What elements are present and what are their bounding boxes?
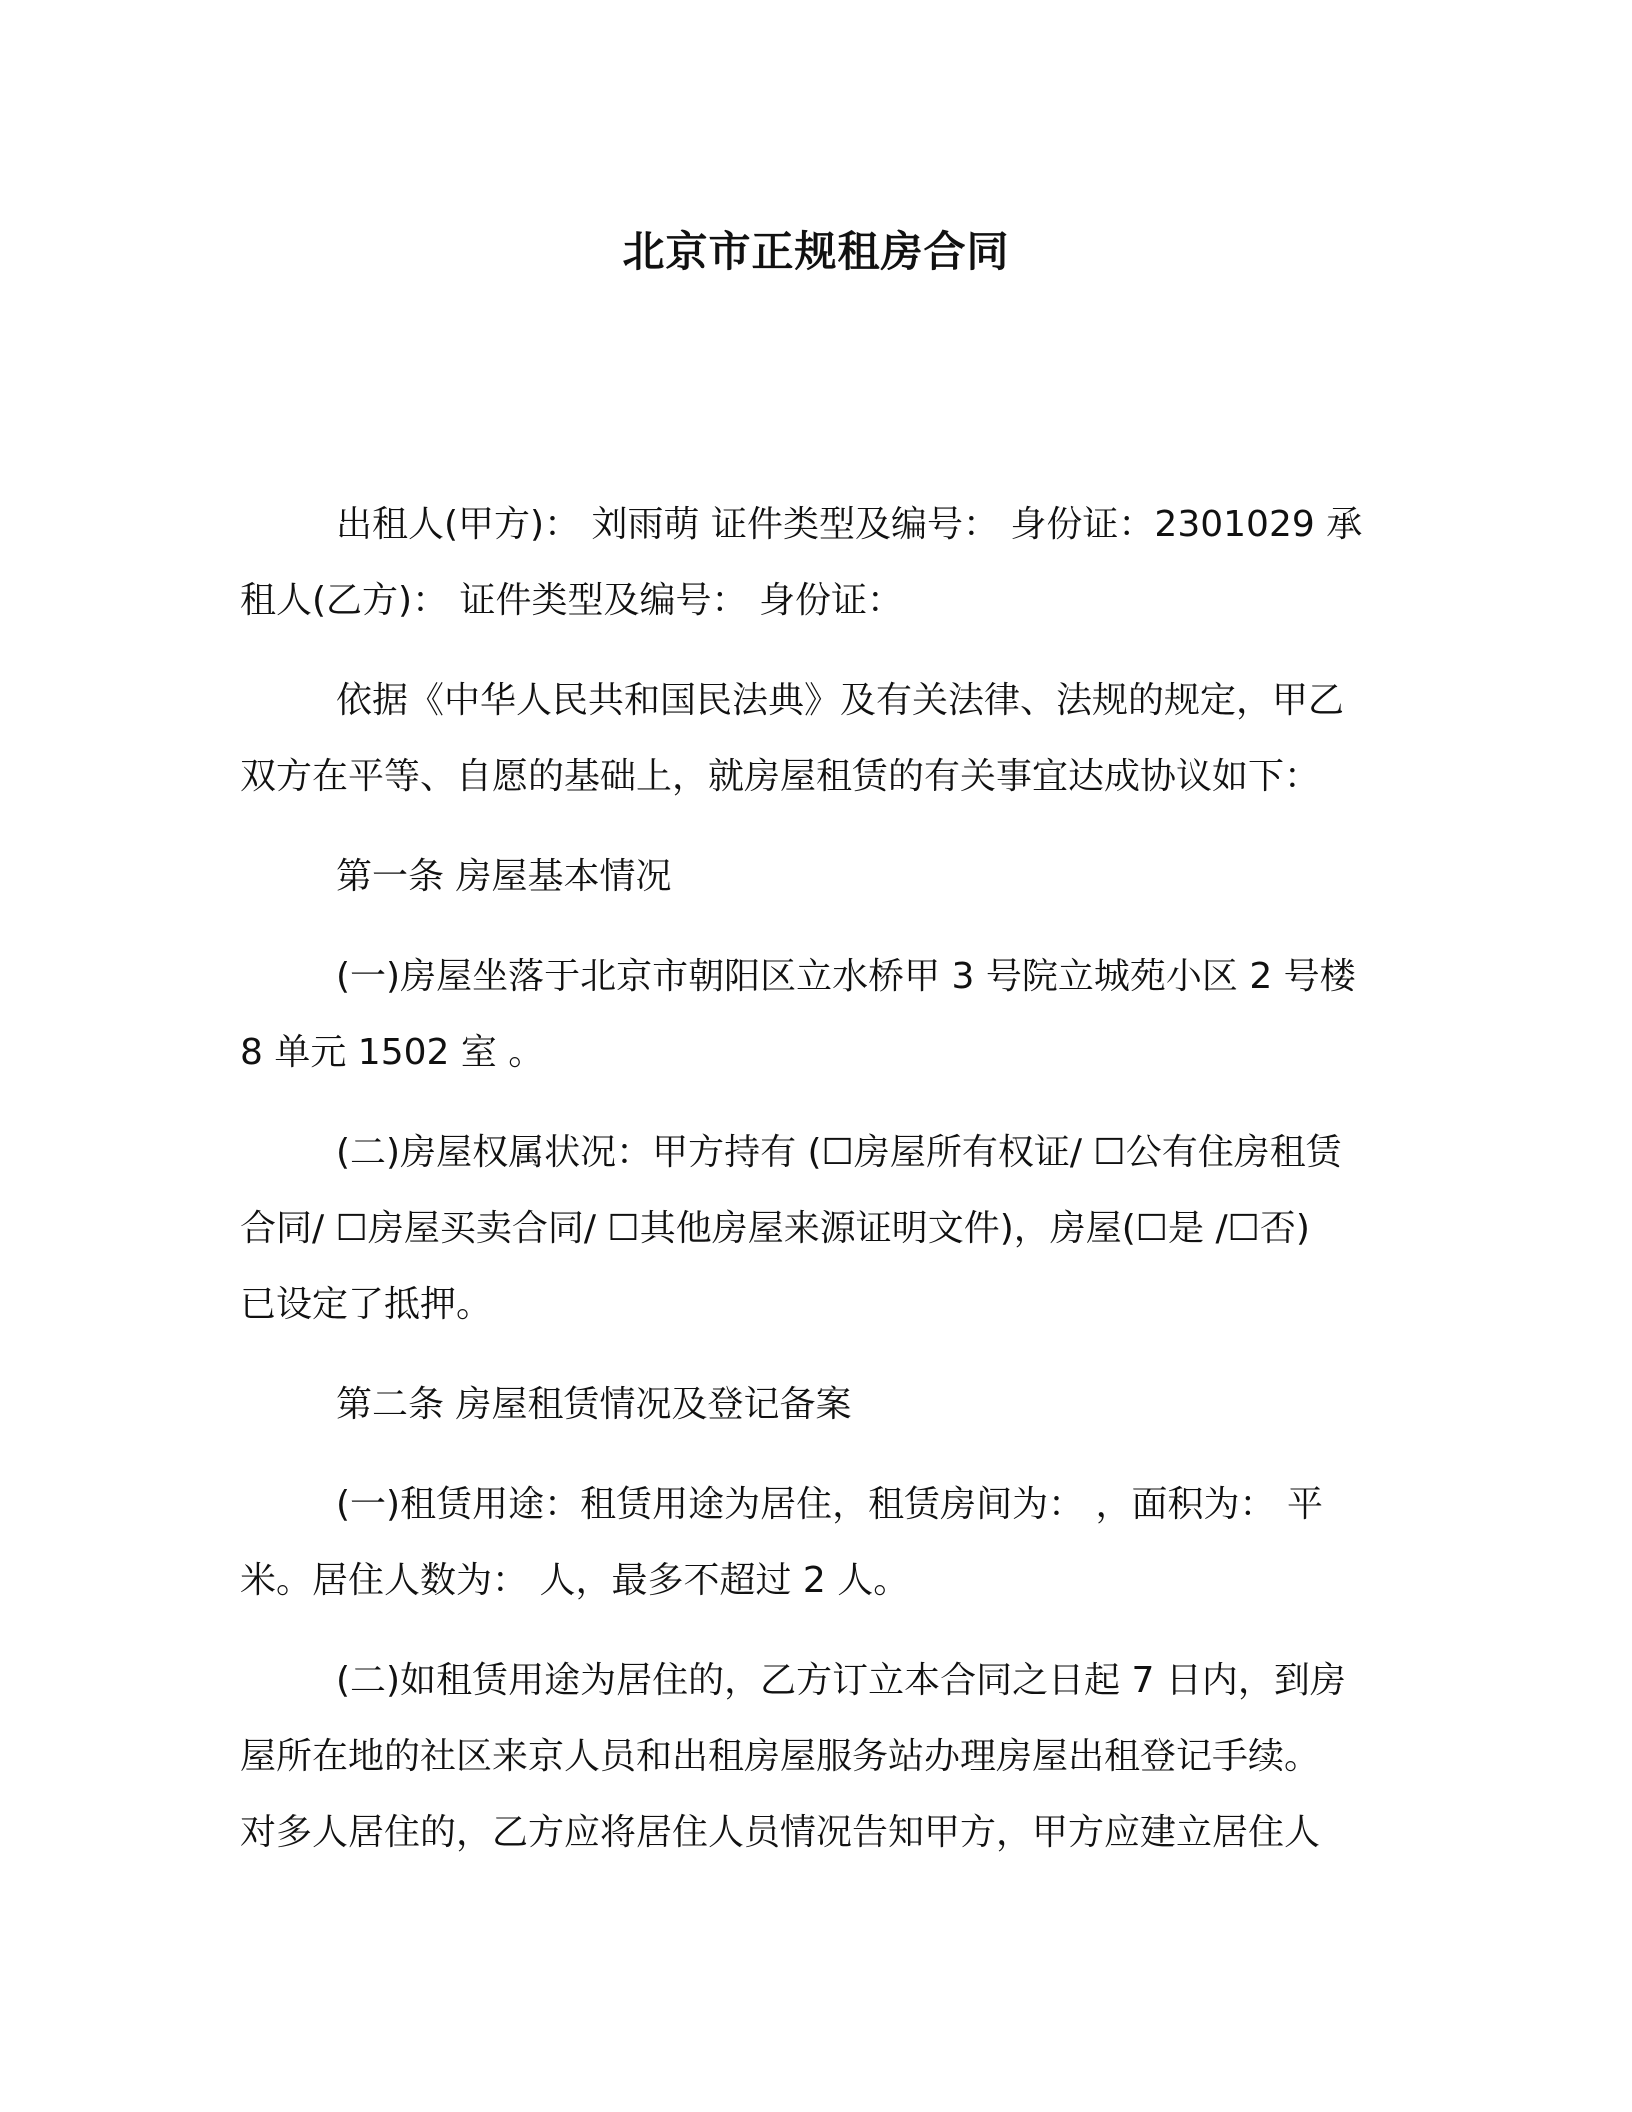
paragraph-line: 双方在平等、自愿的基础上，就房屋租赁的有关事宜达成协议如下： [240,756,1321,797]
paragraph-basis [240,663,1370,815]
document-title: 北京市正规租房合同 [622,227,1010,276]
clause-heading: 第二条 房屋租赁情况及登记备案 [336,1384,852,1425]
paragraph-location [240,939,1370,1091]
paragraph-line: (一)房屋坐落于北京市朝阳区立水桥甲 3 号院立城苑小区 2 号楼 [336,956,1356,997]
paragraph-line: 出租人(甲方)： 刘雨萌 证件类型及编号： 身份证：2301029 承 [336,504,1363,545]
paragraph-line: (二)如租赁用途为居住的，乙方订立本合同之日起 7 日内，到房 [336,1660,1346,1701]
paragraph-line: 合同/ ☐房屋买卖合同/ ☐其他房屋来源证明文件)，房屋(☐是 /☐否) [240,1208,1310,1249]
paragraph-ownership [240,1115,1370,1343]
paragraph-line: (一)租赁用途：租赁用途为居住，租赁房间为： ，面积为： 平 [336,1484,1323,1525]
paragraph-registration [240,1643,1370,1871]
paragraph-line: 屋所在地的社区来京人员和出租房屋服务站办理房屋出租登记手续。 [240,1736,1321,1777]
clause-heading-2 [240,1367,1370,1443]
paragraph-line: 对多人居住的，乙方应将居住人员情况告知甲方，甲方应建立居住人 [240,1812,1321,1853]
paragraph-parties [240,487,1370,639]
paragraph-line: 8 单元 1502 室 。 [240,1032,545,1073]
paragraph-line: (二)房屋权属状况：甲方持有 (☐房屋所有权证/ ☐公有住房租赁 [336,1132,1342,1173]
paragraph-line: 依据《中华人民共和国民法典》及有关法律、法规的规定，甲乙 [336,680,1345,721]
clause-heading: 第一条 房屋基本情况 [336,856,672,897]
paragraph-line: 已设定了抵押。 [240,1284,493,1325]
paragraph-usage [240,1467,1370,1619]
paragraph-line: 租人(乙方)： 证件类型及编号： 身份证： [240,580,903,621]
clause-heading-1 [240,839,1370,915]
document-body [240,487,1370,1895]
paragraph-line: 米。居住人数为： 人，最多不超过 2 人。 [240,1560,910,1601]
